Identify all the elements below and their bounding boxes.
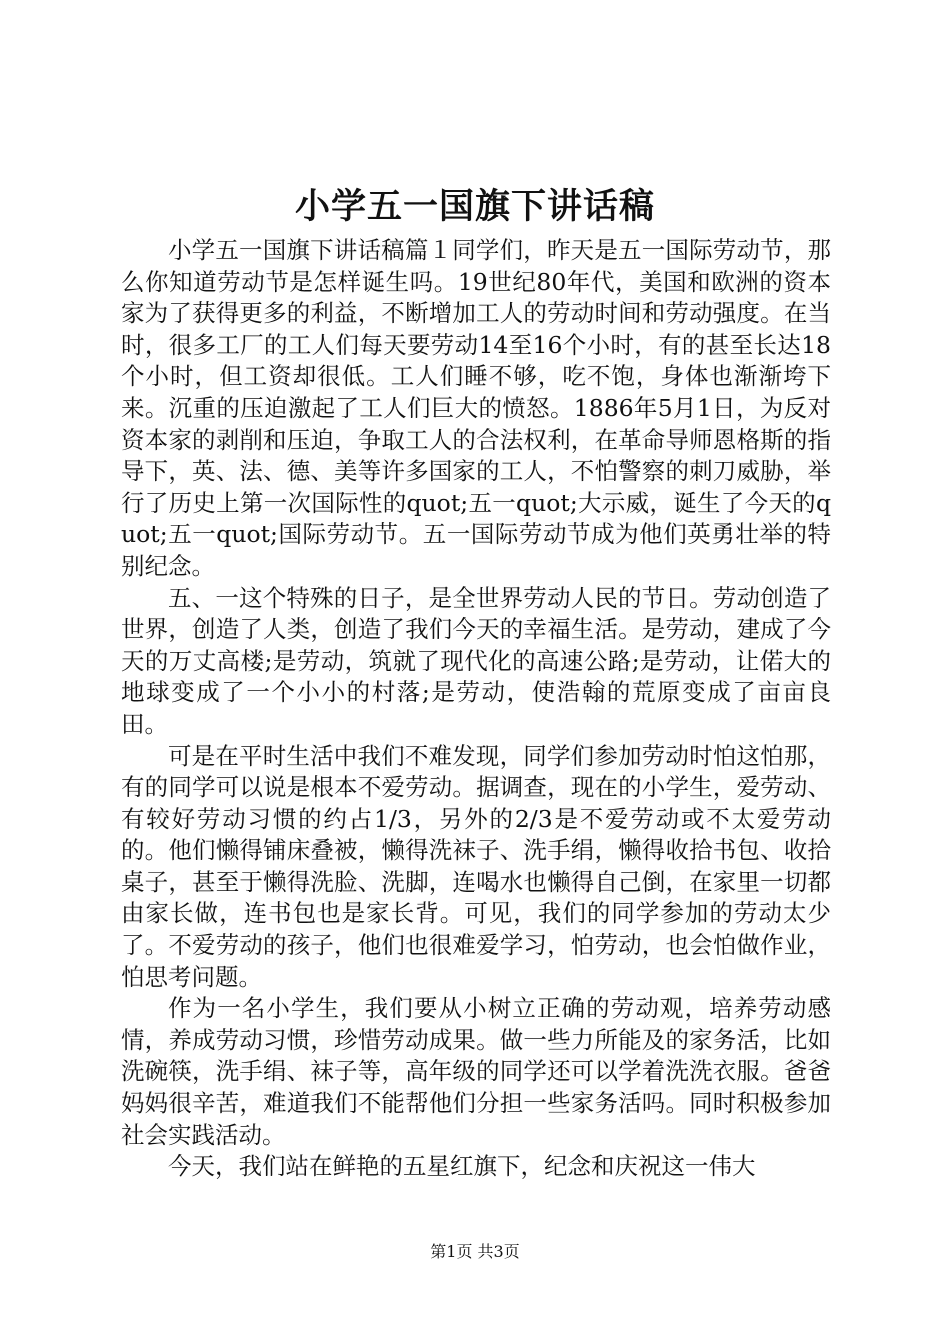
document-title: 小学五一国旗下讲话稿 (294, 186, 655, 227)
paragraph-5: 今天，我们站在鲜艳的五星红旗下，纪念和庆祝这一伟大 (168, 1152, 756, 1181)
paragraph-1: 小学五一国旗下讲话稿篇１同学们，昨天是五一国际劳动节，那么你知道劳动节是怎样诞生吗。19世纪80年代，美国和欧洲的资本家为了获得更多的利益，不断增加工人的劳动时间和劳动强度。在当时，很多工厂的工人们每天要劳动14至16个小时，有的甚至长达18个小时，但工资却很低。工人们睡不够，吃不饱，身体也渐渐垮下来。沉重的压迫激起了工人们巨大的愤怒。1886年5月1日，为反对资本家的剥削和压迫，争取工人的合法权利，在革命导师恩格斯的指导下，英、法、德、美等许多国家的工人，不怕警察的刺刀威胁，举行了历史上第一次国际性的quot;五一quot;大示威，诞生了今天的quot;五一quot;国际劳动节。五一国际劳动节成为他们英勇壮举的特别纪念。 (121, 236, 831, 580)
page-footer: 第1页 共3页 (430, 1242, 520, 1261)
paragraph-2: 五、一这个特殊的日子，是全世界劳动人民的节日。劳动创造了世界，创造了人类，创造了我们今天的幸福生活。是劳动，建成了今天的万丈高楼;是劳动，筑就了现代化的高速公路;是劳动，让偌大的地球变成了一个小小的村落;是劳动，使浩翰的荒原变成了亩亩良田。 (121, 583, 831, 738)
paragraph-4: 作为一名小学生，我们要从小树立正确的劳动观，培养劳动感情，养成劳动习惯，珍惜劳动成果。做一些力所能及的家务活，比如洗碗筷，洗手绢、袜子等，高年级的同学还可以学着洗洗衣服。爸爸妈妈很辛苦，难道我们不能帮他们分担一些家务活吗。同时积极参加社会实践活动。 (121, 994, 831, 1149)
paragraph-3: 可是在平时生活中我们不难发现，同学们参加劳动时怕这怕那，有的同学可以说是根本不爱劳动。据调查，现在的小学生，爱劳动、有较好劳动习惯的约占1/3，另外的2/3是不爱劳动或不太爱劳动的。他们懒得铺床叠被，懒得洗袜子、洗手绢，懒得收拾书包、收拾桌子，甚至于懒得洗脸、洗脚，连喝水也懒得自己倒，在家里一切都由家长做，连书包也是家长背。可见，我们的同学参加的劳动太少了。不爱劳动的孩子，他们也很难爱学习，怕劳动，也会怕做作业，怕思考问题。 (121, 741, 831, 991)
document-body (121, 235, 831, 1183)
